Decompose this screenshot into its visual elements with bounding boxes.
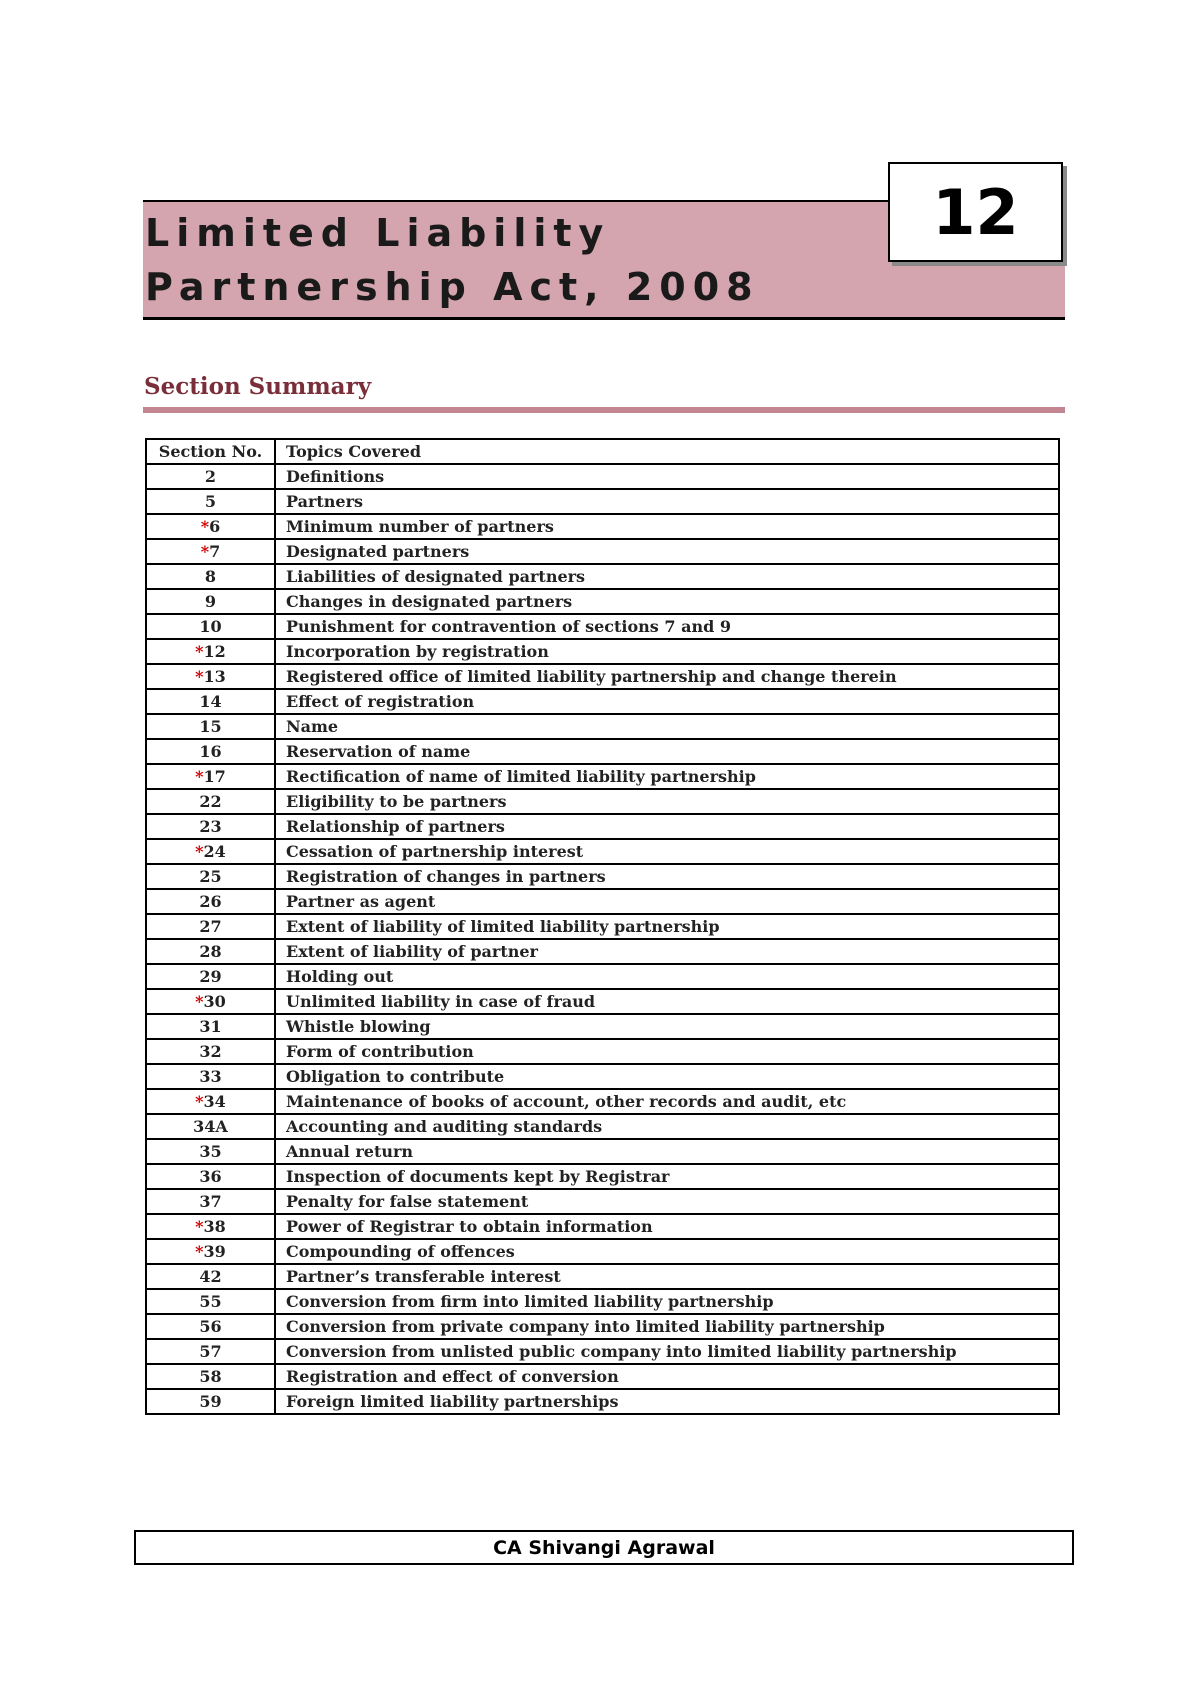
- section-number: 29: [199, 967, 222, 986]
- topic-cell: Registration of changes in partners: [275, 864, 1059, 889]
- section-number-cell: [146, 739, 275, 764]
- section-number: 13: [203, 667, 226, 686]
- footer-author-box: [134, 1530, 1074, 1565]
- topic-cell: Liabilities of designated partners: [275, 564, 1059, 589]
- table-row: [146, 1314, 1059, 1339]
- topic-cell: Extent of liability of limited liability partnership: [275, 914, 1059, 939]
- section-number-cell: [146, 714, 275, 739]
- table-row: [146, 889, 1059, 914]
- table-row: [146, 1039, 1059, 1064]
- section-number-cell: [146, 1264, 275, 1289]
- table-row: [146, 489, 1059, 514]
- section-number-cell: [146, 964, 275, 989]
- table-body: [146, 464, 1059, 1414]
- section-heading-rule: [143, 407, 1065, 413]
- table-row: [146, 1014, 1059, 1039]
- important-section-marker: *: [195, 1217, 204, 1236]
- topic-cell: Registered office of limited liability partnership and change therein: [275, 664, 1059, 689]
- topic-cell: Changes in designated partners: [275, 589, 1059, 614]
- section-number-cell: [146, 539, 275, 564]
- section-number-cell: [146, 864, 275, 889]
- table-row: [146, 1239, 1059, 1264]
- table-row: [146, 1114, 1059, 1139]
- section-number: 12: [203, 642, 226, 661]
- topic-cell: Holding out: [275, 964, 1059, 989]
- section-number: 22: [199, 792, 222, 811]
- topic-cell: Partner’s transferable interest: [275, 1264, 1059, 1289]
- section-number-cell: [146, 639, 275, 664]
- topic-cell: Reservation of name: [275, 739, 1059, 764]
- section-number-cell: [146, 1364, 275, 1389]
- table-row: [146, 989, 1059, 1014]
- section-number: 37: [199, 1192, 222, 1211]
- section-number-cell: [146, 1114, 275, 1139]
- topic-cell: Compounding of offences: [275, 1239, 1059, 1264]
- section-number: 23: [199, 817, 222, 836]
- section-number: 59: [199, 1392, 222, 1411]
- topic-cell: Definitions: [275, 464, 1059, 489]
- chapter-title-line-1: Limited Liability: [145, 211, 611, 255]
- section-number-cell: [146, 839, 275, 864]
- section-number-cell: [146, 1014, 275, 1039]
- section-number-cell: [146, 1164, 275, 1189]
- section-number-cell: [146, 1064, 275, 1089]
- section-number-cell: [146, 614, 275, 639]
- topic-cell: Form of contribution: [275, 1039, 1059, 1064]
- section-number: 56: [199, 1317, 222, 1336]
- section-number-cell: [146, 814, 275, 839]
- table-row: [146, 839, 1059, 864]
- topic-cell: Minimum number of partners: [275, 514, 1059, 539]
- table-row: [146, 1389, 1059, 1414]
- chapter-number-box: [888, 162, 1063, 262]
- section-number: 57: [199, 1342, 222, 1361]
- topic-cell: Partner as agent: [275, 889, 1059, 914]
- section-number: 55: [199, 1292, 222, 1311]
- table-row: [146, 1364, 1059, 1389]
- topic-cell: Registration and effect of conversion: [275, 1364, 1059, 1389]
- table-row: [146, 1064, 1059, 1089]
- table-row: [146, 914, 1059, 939]
- topic-cell: Extent of liability of partner: [275, 939, 1059, 964]
- section-number-cell: [146, 1039, 275, 1064]
- table-row: [146, 1289, 1059, 1314]
- topic-cell: Whistle blowing: [275, 1014, 1059, 1039]
- topic-cell: Eligibility to be partners: [275, 789, 1059, 814]
- section-number: 36: [199, 1167, 222, 1186]
- table-row: [146, 1339, 1059, 1364]
- table-row: [146, 564, 1059, 589]
- section-number-cell: [146, 489, 275, 514]
- table-row: [146, 1164, 1059, 1189]
- table-row: [146, 1264, 1059, 1289]
- section-number: 31: [199, 1017, 222, 1036]
- section-number: 26: [199, 892, 222, 911]
- section-number: 14: [199, 692, 222, 711]
- section-number: 25: [199, 867, 222, 886]
- topic-cell: Penalty for false statement: [275, 1189, 1059, 1214]
- topic-cell: Conversion from private company into limited liability partnership: [275, 1314, 1059, 1339]
- section-number-cell: [146, 464, 275, 489]
- section-number: 32: [199, 1042, 222, 1061]
- section-number-cell: [146, 764, 275, 789]
- table-row: [146, 514, 1059, 539]
- section-number-cell: [146, 1239, 275, 1264]
- section-number: 9: [204, 592, 217, 611]
- topic-cell: Inspection of documents kept by Registrar: [275, 1164, 1059, 1189]
- important-section-marker: *: [195, 992, 204, 1011]
- table-row: [146, 864, 1059, 889]
- section-number: 10: [199, 617, 222, 636]
- section-number: 8: [204, 567, 217, 586]
- section-number: 39: [203, 1242, 226, 1261]
- topic-cell: Relationship of partners: [275, 814, 1059, 839]
- table-row: [146, 814, 1059, 839]
- column-header-section-no: Section No.: [146, 439, 275, 464]
- section-number: 42: [199, 1267, 222, 1286]
- chapter-number: 12: [932, 175, 1019, 249]
- section-number-cell: [146, 564, 275, 589]
- topic-cell: Unlimited liability in case of fraud: [275, 989, 1059, 1014]
- table-row: [146, 1189, 1059, 1214]
- section-number-cell: [146, 664, 275, 689]
- table-row: [146, 614, 1059, 639]
- topic-cell: Cessation of partnership interest: [275, 839, 1059, 864]
- section-number-cell: [146, 1389, 275, 1414]
- section-number: 27: [199, 917, 222, 936]
- section-number-cell: [146, 1289, 275, 1314]
- table-row: [146, 964, 1059, 989]
- section-number-cell: [146, 889, 275, 914]
- topic-cell: Obligation to contribute: [275, 1064, 1059, 1089]
- section-number-cell: [146, 589, 275, 614]
- important-section-marker: *: [200, 517, 210, 536]
- section-number: 34: [203, 1092, 226, 1111]
- section-number-cell: [146, 1139, 275, 1164]
- chapter-title: [145, 206, 845, 314]
- important-section-marker: *: [195, 767, 204, 786]
- table-row: [146, 664, 1059, 689]
- important-section-marker: *: [195, 667, 204, 686]
- topic-cell: Rectification of name of limited liability partnership: [275, 764, 1059, 789]
- important-section-marker: *: [195, 1242, 204, 1261]
- topic-cell: Maintenance of books of account, other records and audit, etc: [275, 1089, 1059, 1114]
- section-number: 58: [199, 1367, 222, 1386]
- table-row: [146, 464, 1059, 489]
- section-number-cell: [146, 1189, 275, 1214]
- topic-cell: Accounting and auditing standards: [275, 1114, 1059, 1139]
- section-number: 28: [199, 942, 222, 961]
- section-number: 35: [199, 1142, 222, 1161]
- table-row: [146, 764, 1059, 789]
- topic-cell: Effect of registration: [275, 689, 1059, 714]
- section-number: 5: [204, 492, 217, 511]
- table-row: [146, 689, 1059, 714]
- topic-cell: Foreign limited liability partnerships: [275, 1389, 1059, 1414]
- topic-cell: Power of Registrar to obtain information: [275, 1214, 1059, 1239]
- section-number: 6: [209, 517, 221, 536]
- section-number-cell: [146, 1214, 275, 1239]
- section-number: 33: [199, 1067, 222, 1086]
- section-summary-heading: Section Summary: [144, 373, 372, 400]
- table-row: [146, 1089, 1059, 1114]
- section-number-cell: [146, 1089, 275, 1114]
- topic-cell: Incorporation by registration: [275, 639, 1059, 664]
- topic-cell: Annual return: [275, 1139, 1059, 1164]
- section-number-cell: [146, 989, 275, 1014]
- section-number: 38: [203, 1217, 226, 1236]
- important-section-marker: *: [195, 642, 204, 661]
- footer-author: CA Shivangi Agrawal: [493, 1536, 715, 1559]
- section-summary-table: [145, 438, 1060, 1415]
- section-number: 24: [203, 842, 226, 861]
- table-row: [146, 739, 1059, 764]
- section-number: 7: [209, 542, 221, 561]
- section-number-cell: [146, 1339, 275, 1364]
- important-section-marker: *: [195, 1092, 204, 1111]
- table-row: [146, 1139, 1059, 1164]
- section-number: 34A: [193, 1117, 228, 1136]
- column-header-topics-covered: Topics Covered: [275, 439, 1059, 464]
- topic-cell: Name: [275, 714, 1059, 739]
- section-number: 17: [203, 767, 226, 786]
- table-row: [146, 714, 1059, 739]
- section-number-cell: [146, 914, 275, 939]
- section-number: 2: [204, 467, 217, 486]
- section-number-cell: [146, 789, 275, 814]
- table-row: [146, 589, 1059, 614]
- section-number-cell: [146, 939, 275, 964]
- topic-cell: Punishment for contravention of sections 7 and 9: [275, 614, 1059, 639]
- table-row: [146, 639, 1059, 664]
- section-number: 15: [199, 717, 222, 736]
- section-number-cell: [146, 689, 275, 714]
- table-row: [146, 939, 1059, 964]
- important-section-marker: *: [195, 842, 204, 861]
- topic-cell: Conversion from unlisted public company into limited liability partnership: [275, 1339, 1059, 1364]
- topic-cell: Designated partners: [275, 539, 1059, 564]
- chapter-title-line-2: Partnership Act, 2008: [145, 265, 760, 309]
- table-header-row: [146, 439, 1059, 464]
- table-row: [146, 539, 1059, 564]
- topic-cell: Conversion from firm into limited liability partnership: [275, 1289, 1059, 1314]
- table-row: [146, 1214, 1059, 1239]
- section-number: 16: [199, 742, 222, 761]
- important-section-marker: *: [200, 542, 210, 561]
- section-number-cell: [146, 514, 275, 539]
- section-number-cell: [146, 1314, 275, 1339]
- section-number: 30: [203, 992, 226, 1011]
- topic-cell: Partners: [275, 489, 1059, 514]
- table-row: [146, 789, 1059, 814]
